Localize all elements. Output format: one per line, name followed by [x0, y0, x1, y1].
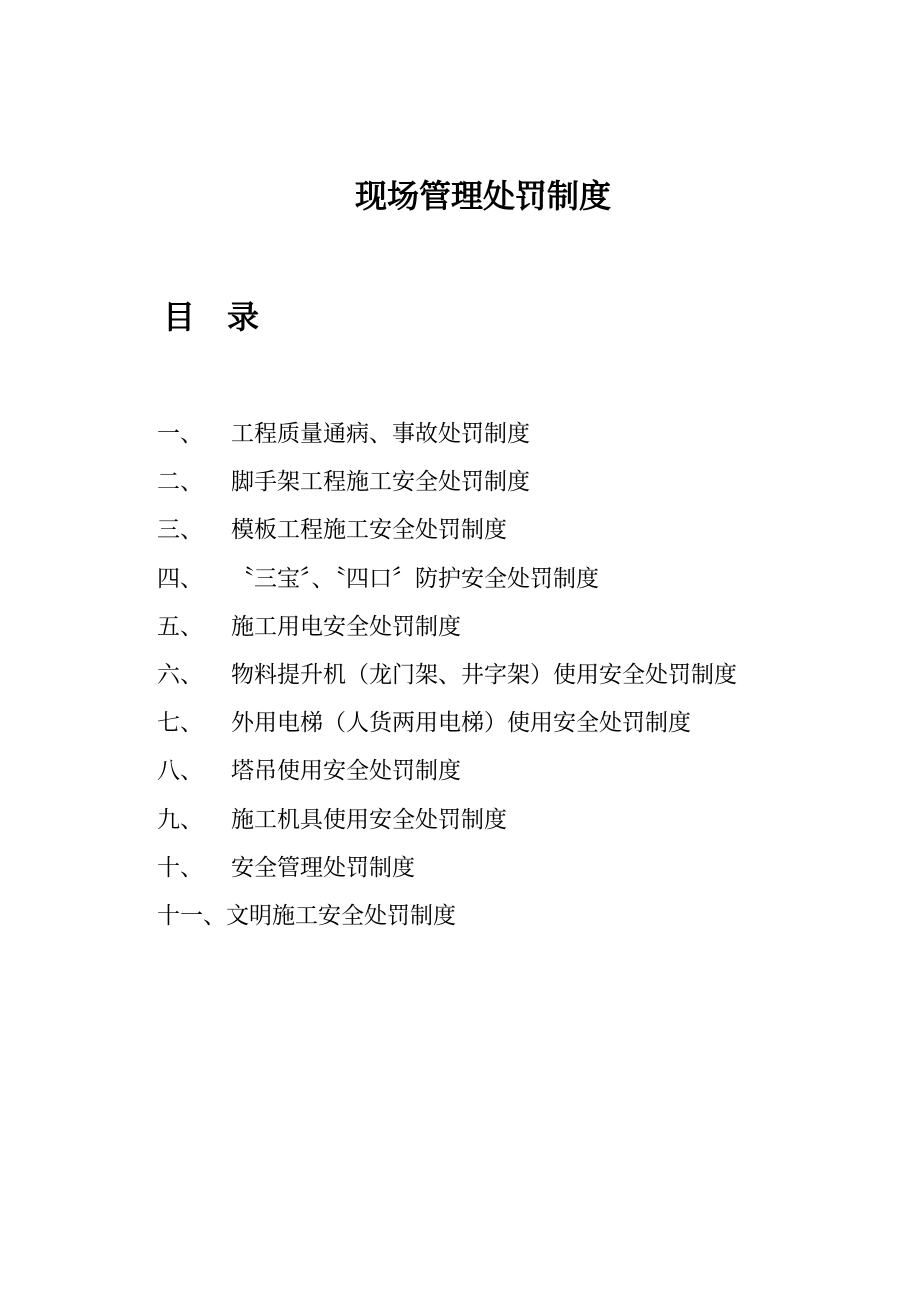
toc-item-text: 施工用电安全处罚制度 — [231, 613, 461, 640]
toc-item-number: 五、 — [157, 613, 203, 640]
toc-item-number: 三、 — [157, 517, 203, 544]
toc-item-number: 九、 — [157, 806, 203, 833]
toc-item-text: 文明施工安全处罚制度 — [226, 902, 456, 929]
toc-item-7 — [157, 703, 737, 751]
toc-item-text: 物料提升机（龙门架、井字架）使用安全处罚制度 — [231, 661, 737, 688]
toc-item-number: 四、 — [157, 565, 203, 592]
toc-item-number: 七、 — [157, 710, 203, 737]
toc-item-8 — [157, 751, 737, 799]
toc-item-number: 二、 — [157, 469, 203, 496]
toc-item-10 — [157, 848, 737, 896]
toc-item-text: 工程质量通病、事故处罚制度 — [231, 421, 530, 447]
toc-item-text: 〝三宝〞、〝四口〞防护安全处罚制度 — [231, 565, 599, 592]
toc-item-2 — [157, 462, 737, 510]
toc-item-9 — [157, 800, 737, 848]
toc-item-3 — [157, 510, 737, 558]
table-of-contents — [157, 414, 737, 944]
toc-item-number: 六、 — [157, 661, 203, 688]
toc-item-4 — [157, 559, 737, 607]
toc-item-text: 施工机具使用安全处罚制度 — [231, 806, 507, 833]
toc-item-text: 模板工程施工安全处罚制度 — [231, 517, 507, 544]
toc-item-6 — [157, 655, 737, 703]
toc-item-number: 一、 — [157, 421, 203, 447]
toc-item-11 — [157, 896, 737, 944]
toc-item-number: 八、 — [157, 758, 203, 785]
toc-item-text: 塔吊使用安全处罚制度 — [231, 758, 461, 785]
toc-item-text: 外用电梯（人货两用电梯）使用安全处罚制度 — [231, 710, 691, 737]
toc-item-1 — [157, 414, 737, 462]
toc-heading: 目 录 — [163, 298, 260, 336]
toc-item-5 — [157, 607, 737, 655]
toc-item-number: 十、 — [157, 854, 203, 881]
toc-item-text: 安全管理处罚制度 — [231, 854, 415, 881]
toc-item-number: 十一、 — [157, 902, 226, 929]
toc-item-text: 脚手架工程施工安全处罚制度 — [231, 469, 530, 496]
document-title: 现场管理处罚制度 — [354, 177, 611, 215]
